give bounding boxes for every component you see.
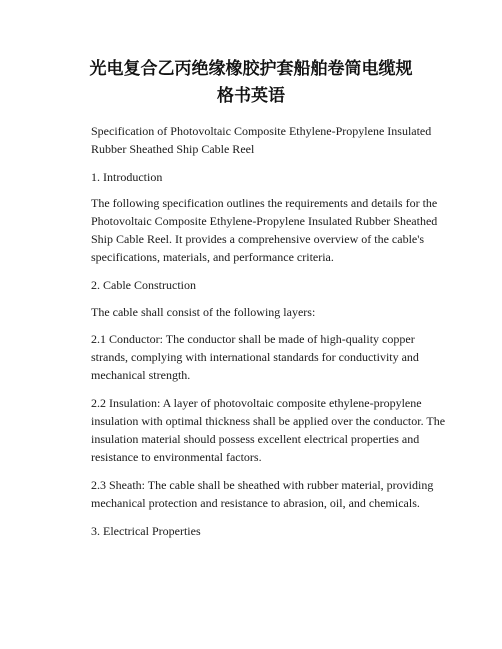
intro-text: The following specification outlines the requirements and details for the Photovoltaic Composite Ethylene-Propylene Insulated Rubber Sheathed Ship Cable Reel. It provides a comprehensive overview of the cable's specifications, materials, and performance criteria. [91,196,438,264]
title-line-1: 光电复合乙丙绝缘橡胶护套船舶卷筒电缆规 [89,59,413,79]
insulation-text: 2.2 Insulation: A layer of photovoltaic composite ethylene-propylene insulation with optimal thickness shall be applied over the conductor. The insulation material should possess excellent electrical properties and resistance to environmental factors. [91,396,446,464]
conductor-paragraph [70,330,450,384]
document-title [50,56,452,110]
section-heading-cable-construction: 2. Cable Construction [91,278,196,292]
subtitle-paragraph [70,122,450,158]
section-heading-introduction: 1. Introduction [91,170,163,184]
subtitle-text: Specification of Photovoltaic Composite Ethylene-Propylene Insulated Rubber Sheathed Ship Cable Reel [91,124,432,156]
conductor-text: 2.1 Conductor: The conductor shall be made of high-quality copper strands, complying with international standards for conductivity and mechanical strength. [91,332,419,382]
intro-paragraph [70,194,450,266]
sheath-text: 2.3 Sheath: The cable shall be sheathed with rubber material, providing mechanical protection and resistance to abrasion, oil, and chemicals. [91,478,434,510]
title-line-2: 格书英语 [217,86,285,106]
insulation-paragraph [70,394,450,466]
construction-lead-paragraph: The cable shall consist of the following layers: [91,305,316,319]
section-heading-electrical-properties: 3. Electrical Properties [91,524,201,538]
sheath-paragraph [70,476,450,512]
